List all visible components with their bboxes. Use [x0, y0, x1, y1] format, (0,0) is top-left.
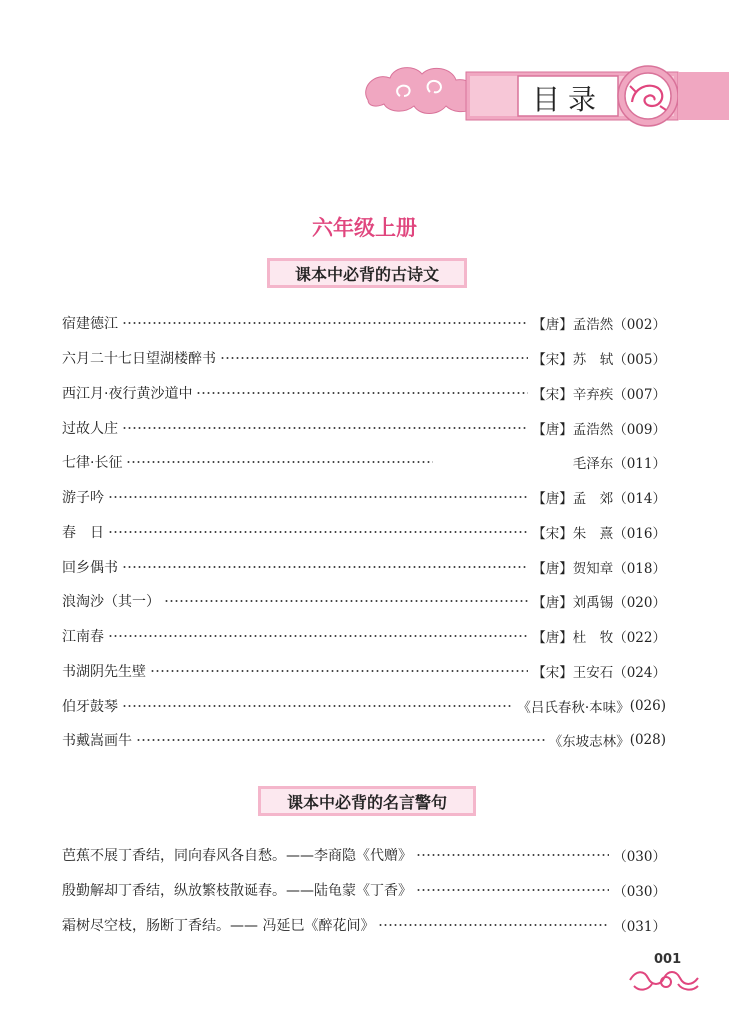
- page-number: 001: [654, 952, 682, 967]
- toc-entry[interactable]: [62, 619, 666, 654]
- dot-leader: [122, 566, 528, 568]
- entry-page: （030）: [613, 849, 666, 866]
- entry-title: 殷勤解却丁香结，纵放繁枝散诞春。——陆龟蒙《丁香》: [62, 883, 412, 900]
- entry-page: （014）: [613, 491, 666, 508]
- section-label: 课本中必背的名言警句: [261, 789, 473, 813]
- section-header-famous-quotes: [258, 786, 476, 816]
- section-label: 课本中必背的古诗文: [270, 261, 464, 285]
- dot-leader: [196, 392, 528, 394]
- toc-entry[interactable]: [62, 376, 666, 411]
- entry-author: 【唐】孟浩然: [532, 317, 614, 334]
- entry-author: 毛泽东: [572, 456, 614, 473]
- entry-title: 六月二十七日望湖楼醉书: [62, 351, 216, 368]
- entry-title: 芭蕉不展丁香结，同向春风各自愁。——李商隐《代赠》: [62, 848, 412, 865]
- entry-title: 七律·长征: [62, 455, 123, 472]
- entry-author: 【宋】王安石: [532, 664, 614, 681]
- poem-list: [62, 306, 666, 758]
- entry-author: 【宋】苏 轼: [532, 352, 614, 369]
- entry-page: （031）: [613, 918, 666, 935]
- entry-title: 江南春: [62, 629, 104, 646]
- toc-entry[interactable]: [62, 410, 666, 445]
- entry-page: （005）: [613, 352, 666, 369]
- toc-entry[interactable]: [62, 515, 666, 550]
- dot-leader: [122, 427, 528, 429]
- entry-title: 霜树尽空枝，肠断丁香结。—— 冯延巳《醉花间》: [62, 917, 375, 934]
- entry-page: （002）: [613, 317, 666, 334]
- entry-page: （007）: [613, 386, 666, 403]
- grade-title: 六年级上册: [312, 216, 417, 240]
- dot-leader: [108, 496, 528, 498]
- entry-author: 【宋】辛弃疾: [532, 386, 614, 403]
- entry-title: 过故人庄: [62, 420, 118, 437]
- dot-leader: [122, 705, 513, 707]
- entry-page: （020）: [613, 595, 666, 612]
- entry-page: （030）: [613, 884, 666, 901]
- toc-entry[interactable]: [62, 584, 666, 619]
- entry-author: 【唐】孟 郊: [532, 491, 614, 508]
- entry-author: 【唐】杜 牧: [532, 630, 614, 647]
- toc-entry[interactable]: [62, 549, 666, 584]
- dot-leader: [416, 889, 609, 891]
- section-header-classical-poems: [267, 258, 467, 288]
- dot-leader: [136, 739, 545, 741]
- entry-title: 书戴嵩画牛: [62, 733, 132, 750]
- toc-entry[interactable]: [62, 873, 666, 908]
- entry-page: (028): [629, 732, 666, 749]
- entry-author: 【唐】孟浩然: [532, 421, 614, 438]
- entry-author: 【宋】朱 熹: [532, 525, 614, 542]
- dot-leader: [416, 854, 609, 856]
- quote-list: [62, 838, 666, 942]
- toc-entry[interactable]: [62, 341, 666, 376]
- toc-entry[interactable]: [62, 688, 666, 723]
- entry-title: 宿建德江: [62, 316, 118, 333]
- entry-author: 《东坡志林》: [548, 734, 630, 751]
- entry-author: 【唐】刘禹锡: [532, 595, 614, 612]
- dot-leader: [126, 461, 432, 463]
- entry-page: （011）: [613, 456, 666, 473]
- dot-leader: [108, 635, 528, 637]
- toc-entry[interactable]: [62, 908, 666, 943]
- entry-title: 浪淘沙（其一）: [62, 594, 160, 611]
- entry-title: 春 日: [62, 524, 104, 541]
- entry-page: （018）: [613, 560, 666, 577]
- entry-author: 【唐】贺知章: [532, 560, 614, 577]
- entry-page: （024）: [613, 664, 666, 681]
- page-title: 目录: [531, 83, 604, 116]
- toc-entry[interactable]: [62, 445, 666, 480]
- entry-page: （009）: [613, 421, 666, 438]
- dot-leader: [108, 531, 528, 533]
- footer-ornament-icon: [626, 966, 706, 994]
- entry-title: 游子吟: [62, 490, 104, 507]
- toc-entry[interactable]: [62, 654, 666, 689]
- entry-title: 西江月·夜行黄沙道中: [62, 385, 193, 402]
- toc-entry[interactable]: [62, 306, 666, 341]
- entry-page: (026): [629, 697, 666, 714]
- entry-title: 伯牙鼓琴: [62, 698, 118, 715]
- entry-title: 回乡偶书: [62, 559, 118, 576]
- entry-author: 《吕氏春秋·本味》: [517, 699, 630, 716]
- entry-page: （022）: [613, 630, 666, 647]
- toc-entry[interactable]: [62, 838, 666, 873]
- toc-entry[interactable]: [62, 723, 666, 758]
- entry-title: 书湖阴先生壁: [62, 663, 146, 680]
- dot-leader: [220, 357, 528, 359]
- dot-leader: [164, 600, 528, 602]
- entry-page: （016）: [613, 525, 666, 542]
- dot-leader: [150, 670, 528, 672]
- dot-leader: [378, 924, 609, 926]
- dot-leader: [122, 322, 528, 324]
- toc-entry[interactable]: [62, 480, 666, 515]
